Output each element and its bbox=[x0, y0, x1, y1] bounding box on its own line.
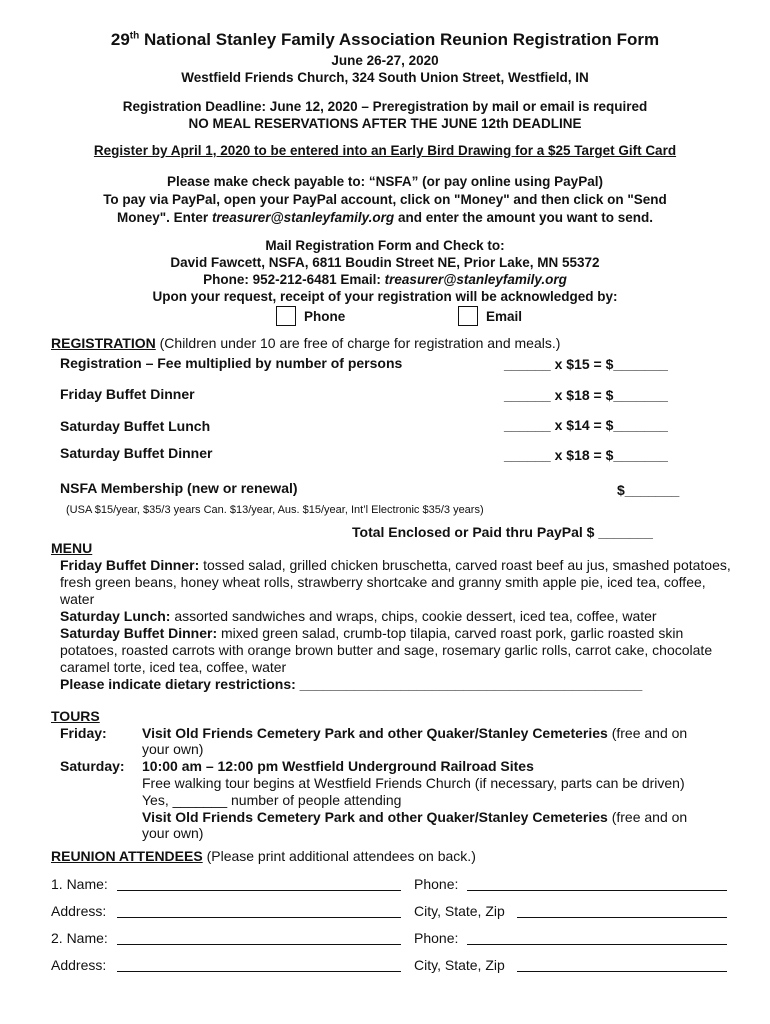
menu-friday: Friday Buffet Dinner: tossed salad, grilled chicken bruschetta, carved roast beef au jus, smashed potatoes, fresh green beans, honey wheat rolls, strawberry shortcake and granny smith apple pie, iced tea, coffee, water bbox=[60, 557, 731, 607]
total-enclosed[interactable]: Total Enclosed or Paid thru PayPal $ _______ bbox=[352, 524, 653, 540]
saturday-lunch-label: Saturday Buffet Lunch bbox=[60, 418, 211, 434]
attendee-1-city-field[interactable] bbox=[517, 917, 727, 918]
no-meal-notice: NO MEAL RESERVATIONS AFTER THE JUNE 12th DEADLINE bbox=[188, 116, 582, 131]
menu-saturday-lunch: Saturday Lunch: assorted sandwiches and wraps, chips, cookie dessert, iced tea, coffee, water bbox=[60, 608, 657, 624]
friday-dinner-label: Friday Buffet Dinner bbox=[60, 386, 195, 402]
event-venue: Westfield Friends Church, 324 South Union Street, Westfield, IN bbox=[181, 70, 589, 85]
saturday-lunch-calc[interactable]: ______ x $14 = $_______ bbox=[504, 417, 668, 433]
attendee-1-address-field[interactable] bbox=[117, 917, 401, 918]
attendee-2-address-field[interactable] bbox=[117, 971, 401, 972]
friday-dinner-calc[interactable]: ______ x $18 = $_______ bbox=[504, 387, 668, 403]
title-superscript: th bbox=[129, 30, 140, 42]
attendee-1-city-label: City, State, Zip bbox=[414, 903, 505, 919]
email-option-label: Email bbox=[486, 309, 523, 324]
tours-heading: TOURS bbox=[51, 708, 100, 724]
attendee-1-name-label: 1. Name: bbox=[51, 876, 108, 892]
tours-friday-cont: your own) bbox=[142, 741, 204, 757]
registration-section bbox=[51, 335, 560, 351]
attendee-1-address-label: Address: bbox=[51, 903, 107, 919]
attendee-2-city-field[interactable] bbox=[517, 971, 727, 972]
attendee-2-name-label: 2. Name: bbox=[51, 930, 108, 946]
membership-label: NSFA Membership (new or renewal) bbox=[60, 480, 298, 496]
tours-saturday-railroad: 10:00 am – 12:00 pm Westfield Underground Railroad Sites bbox=[142, 758, 534, 774]
receipt-request: Upon your request, receipt of your registration will be acknowledged by: bbox=[152, 289, 618, 304]
attendee-2-phone-field[interactable] bbox=[467, 944, 727, 945]
menu-saturday-dinner: Saturday Buffet Dinner: mixed green salad, crumb-top tilapia, carved roast pork, garlic roasted skin potatoes, roasted carrots with orange brown butter and sage, rosemary garlic rolls, carrot cake, chocolate caramel torte, iced tea, coffee, water bbox=[60, 625, 713, 675]
tours-saturday-label: Saturday: bbox=[60, 758, 125, 774]
reg-fee-calc[interactable]: ______ x $15 = $_______ bbox=[504, 356, 668, 372]
form-title: 29th National Stanley Family Association Reunion Registration Form bbox=[110, 30, 660, 49]
attendee-2-city-label: City, State, Zip bbox=[414, 957, 505, 973]
attendee-1-phone-label: Phone: bbox=[414, 876, 459, 892]
phone-option-label: Phone bbox=[304, 309, 346, 324]
registration-note: (Children under 10 are free of charge for registration and meals.) bbox=[155, 335, 561, 351]
attendee-2-address-label: Address: bbox=[51, 957, 107, 973]
contact-email: treasurer@stanleyfamily.org bbox=[384, 272, 567, 287]
tours-saturday-cemetery: Visit Old Friends Cemetery Park and other Quaker/Stanley Cemeteries (free and on bbox=[142, 809, 688, 825]
mail-contact: Phone: 952-212-6481 Email: treasurer@stanleyfamily.org bbox=[203, 272, 567, 287]
menu-heading: MENU bbox=[51, 540, 93, 556]
payment-line-3: Money". Enter treasurer@stanleyfamily.org and enter the amount you want to send. bbox=[117, 210, 653, 225]
email-checkbox[interactable] bbox=[458, 306, 478, 326]
attendee-2-name-field[interactable] bbox=[117, 944, 401, 945]
tours-saturday-attending[interactable]: Yes, _______ number of people attending bbox=[142, 792, 402, 808]
mail-heading: Mail Registration Form and Check to: bbox=[265, 238, 505, 253]
saturday-dinner-label: Saturday Buffet Dinner bbox=[60, 445, 213, 461]
membership-rates: (USA $15/year, $35/3 years Can. $13/year, Aus. $15/year, Int’l Electronic $35/3 years) bbox=[66, 504, 484, 516]
registration-deadline: Registration Deadline: June 12, 2020 – Preregistration by mail or email is required bbox=[122, 99, 648, 114]
reg-fee-label: Registration – Fee multiplied by number of persons bbox=[60, 355, 403, 371]
payment-line-1: Please make check payable to: “NSFA” (or pay online using PayPal) bbox=[167, 174, 603, 189]
registration-heading: REGISTRATION bbox=[51, 335, 156, 351]
tours-saturday-cont: your own) bbox=[142, 825, 204, 841]
attendees-note: (Please print additional attendees on back.) bbox=[202, 848, 476, 864]
attendees-heading: REUNION ATTENDEES bbox=[51, 848, 203, 864]
attendee-1-phone-field[interactable] bbox=[467, 890, 727, 891]
attendee-1-name-field[interactable] bbox=[117, 890, 401, 891]
tours-friday-label: Friday: bbox=[60, 725, 107, 741]
mail-address: David Fawcett, NSFA, 6811 Boudin Street NE, Prior Lake, MN 55372 bbox=[170, 255, 600, 270]
phone-checkbox[interactable] bbox=[276, 306, 296, 326]
attendees-section bbox=[51, 848, 476, 864]
tours-friday-text: Visit Old Friends Cemetery Park and other Quaker/Stanley Cemeteries (free and on bbox=[142, 725, 688, 741]
early-bird-notice: Register by April 1, 2020 to be entered into an Early Bird Drawing for a $25 Target Gift Card bbox=[93, 143, 677, 158]
event-dates: June 26-27, 2020 bbox=[331, 53, 439, 68]
payment-line-2: To pay via PayPal, open your PayPal account, click on "Money" and then click on "Send bbox=[103, 192, 667, 207]
dietary-restrictions[interactable]: Please indicate dietary restrictions: ____________________________________________ bbox=[60, 676, 643, 692]
saturday-dinner-calc[interactable]: ______ x $18 = $_______ bbox=[504, 447, 668, 463]
tours-saturday-walking: Free walking tour begins at Westfield Friends Church (if necessary, parts can be driven) bbox=[142, 775, 685, 791]
attendee-2-phone-label: Phone: bbox=[414, 930, 459, 946]
membership-calc[interactable]: $_______ bbox=[617, 482, 680, 498]
treasurer-email: treasurer@stanleyfamily.org bbox=[211, 210, 395, 225]
